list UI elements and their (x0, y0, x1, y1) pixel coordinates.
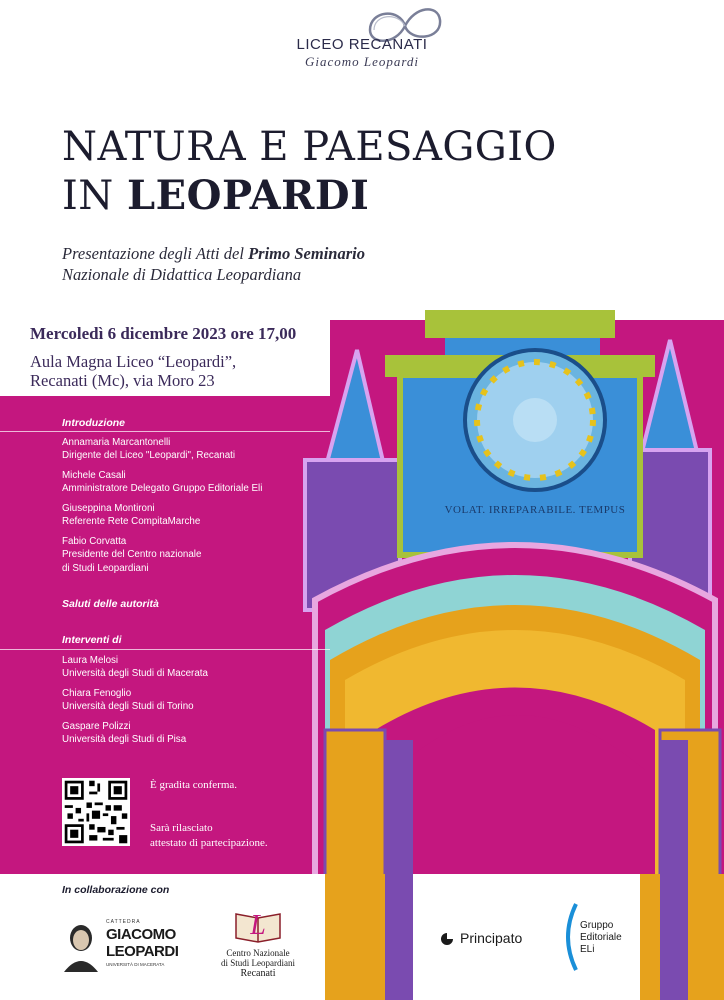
eli-bracket-icon (558, 902, 580, 972)
collaboration-label: In collaborazione con (62, 884, 170, 896)
cattedra-line1: GIACOMO (106, 926, 176, 943)
title-line2-bold: LEOPARDI (127, 172, 370, 219)
qr-code[interactable] (62, 778, 130, 846)
speaker-role: di Studi Leopardiani (62, 563, 149, 574)
event-date: Mercoledì 6 dicembre 2023 ore 17,00 (30, 324, 297, 343)
centro-line1: Centro Nazionale (226, 948, 290, 958)
speaker-name: Laura Melosi (62, 655, 119, 666)
speaker-name: Annamaria Marcantonelli (62, 437, 171, 448)
speaker-role: Università degli Studi di Pisa (62, 734, 187, 745)
title-line1: NATURA E PAESAGGIO (62, 124, 557, 170)
title-line2-prefix: IN (62, 173, 128, 219)
cattedra-small: CATTEDRA (106, 919, 141, 925)
attestato-line2: attestato di partecipazione. (150, 837, 268, 849)
divider (0, 649, 330, 650)
speaker-role: Dirigente del Liceo "Leopardi", Recanati (62, 450, 236, 461)
centro-logo (198, 904, 318, 980)
event-place-line1: Aula Magna Liceo “Leopardi”, (30, 352, 237, 371)
speaker-role: Referente Rete CompitaMarche (62, 516, 201, 527)
logo-name: LICEO RECANATI (296, 36, 428, 53)
clock-inscription: VOLAT. IRREPARABILE. TEMPUS (444, 504, 626, 516)
eli-logo (558, 902, 638, 982)
speaker-role: Amministratore Delegato Gruppo Editoriale Eli (62, 483, 263, 494)
event-place-line2: Recanati (Mc), via Moro 23 (30, 371, 215, 390)
cattedra-sub: UNIVERSITÀ DI MACERATA (106, 962, 165, 967)
speaker-name: Chiara Fenoglio (62, 688, 132, 699)
principato-name: Principato (460, 930, 523, 946)
eli-line2: Editoriale (580, 932, 622, 943)
section-interventi: Interventi di (62, 634, 122, 646)
speaker-role: Università degli Studi di Torino (62, 701, 194, 712)
subtitle-line1-italic: Presentazione degli Atti del (62, 244, 249, 263)
speaker-role: Presidente del Centro nazionale (62, 549, 202, 560)
subtitle-line2: Nazionale di Didattica Leopardiana (62, 265, 302, 284)
section-introduzione: Introduzione (62, 417, 125, 429)
speaker-name: Giuseppina Montironi (62, 503, 155, 514)
speaker-role: Università degli Studi di Macerata (62, 668, 208, 679)
cattedra-logo (60, 918, 180, 974)
clock-tower-illustration (285, 300, 724, 1000)
subtitle (62, 243, 365, 285)
principato-mark-icon (440, 932, 454, 946)
title-line2 (62, 172, 369, 219)
leopardi-portrait-icon (60, 920, 102, 972)
speaker-name: Fabio Corvatta (62, 536, 127, 547)
rsvp-note: È gradita conferma. (150, 779, 238, 791)
attestato-line1: Sarà rilasciato (150, 822, 213, 834)
speaker-name: Gaspare Polizzi (62, 721, 131, 732)
divider (0, 431, 330, 432)
svg-text:L: L (250, 910, 266, 941)
book-icon (228, 904, 288, 948)
subtitle-line1-bold: Primo Seminario (248, 244, 365, 263)
logo-subname: Giacomo Leopardi (304, 54, 420, 69)
centro-line2: di Studi Leopardiani (221, 958, 295, 968)
eli-line1: Gruppo (580, 920, 614, 931)
cattedra-line2: LEOPARDI (106, 943, 179, 960)
section-saluti: Saluti delle autorità (62, 598, 159, 610)
centro-line3: Recanati (240, 968, 276, 979)
eli-line3: ELi (580, 944, 595, 955)
speaker-name: Michele Casali (62, 470, 126, 481)
